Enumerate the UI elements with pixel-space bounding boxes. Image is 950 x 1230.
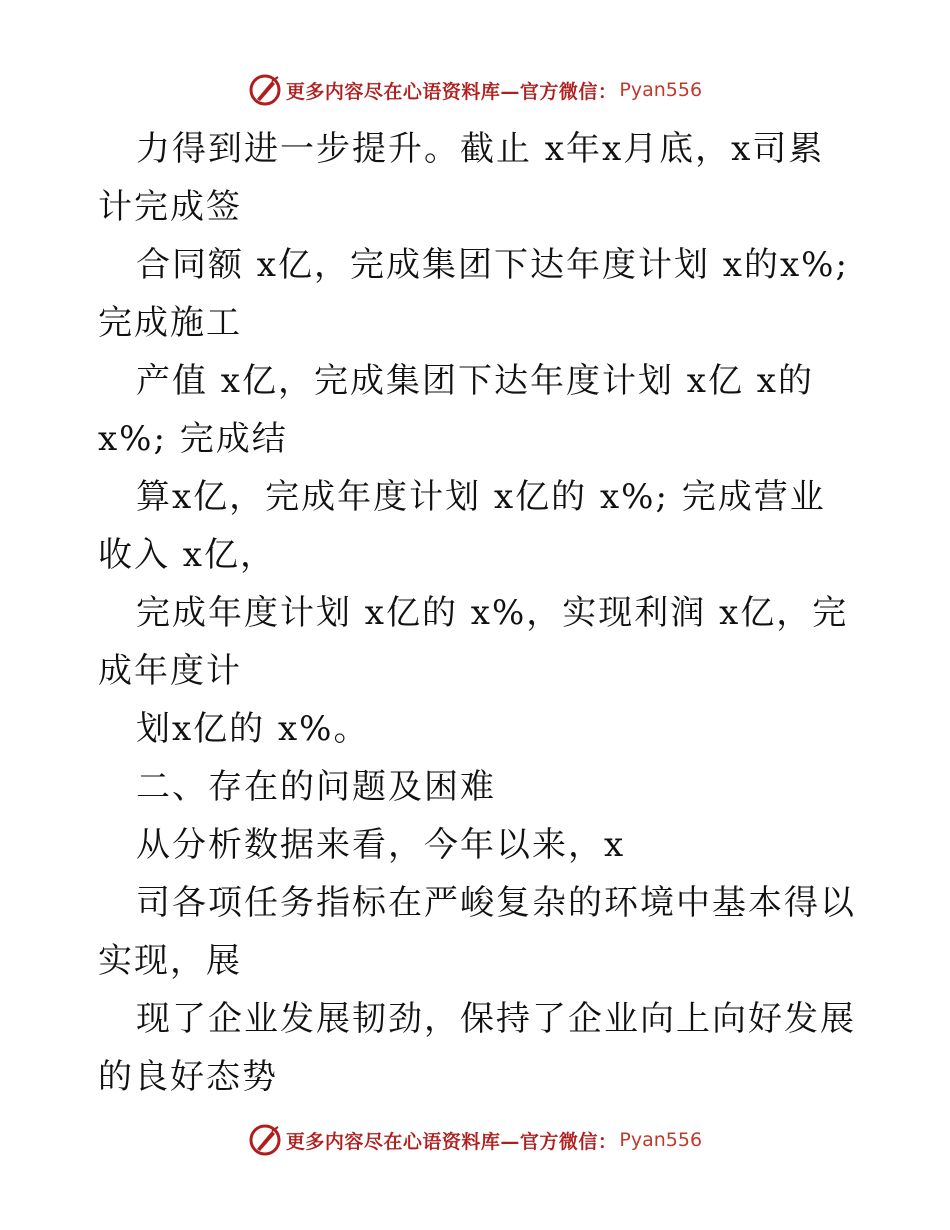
paragraph: 力得到进一步提升。截止 x年x月底，x司累计完成签 (98, 129, 825, 227)
paragraph: 现了企业发展韧劲，保持了企业向上向好发展的良好态势 (98, 999, 856, 1097)
watermark-text: 更多内容尽在心语资料库—官方微信： (285, 1130, 618, 1153)
watermark-text: 更多内容尽在心语资料库—官方微信： (285, 80, 618, 103)
paragraph: 产值 x亿，完成集团下达年度计划 x亿 x的 x%; 完成结 (98, 361, 814, 459)
section-heading: 二、存在的问题及困难 (136, 767, 496, 807)
quill-logo-icon (248, 73, 282, 107)
watermark-wechat-id: Pyan556 (619, 1129, 703, 1151)
paragraph: 从分析数据来看，今年以来，x (136, 825, 626, 865)
header-watermark (0, 70, 950, 110)
footer-watermark (0, 1120, 950, 1160)
document-body (98, 120, 858, 1106)
paragraph: 司各项任务指标在严峻复杂的环境中基本得以实现，展 (98, 883, 856, 981)
quill-logo-icon (248, 1123, 282, 1157)
paragraph: 完成年度计划 x亿的 x%，实现利润 x亿，完成年度计 (98, 593, 849, 691)
watermark-wechat-id: Pyan556 (619, 79, 703, 101)
paragraph: 合同额 x亿，完成集团下达年度计划 x的x%; 完成施工 (98, 245, 849, 343)
paragraph: 划x亿的 x%。 (136, 709, 370, 749)
paragraph: 算x亿，完成年度计划 x亿的 x%; 完成营业收入 x亿， (98, 477, 826, 575)
